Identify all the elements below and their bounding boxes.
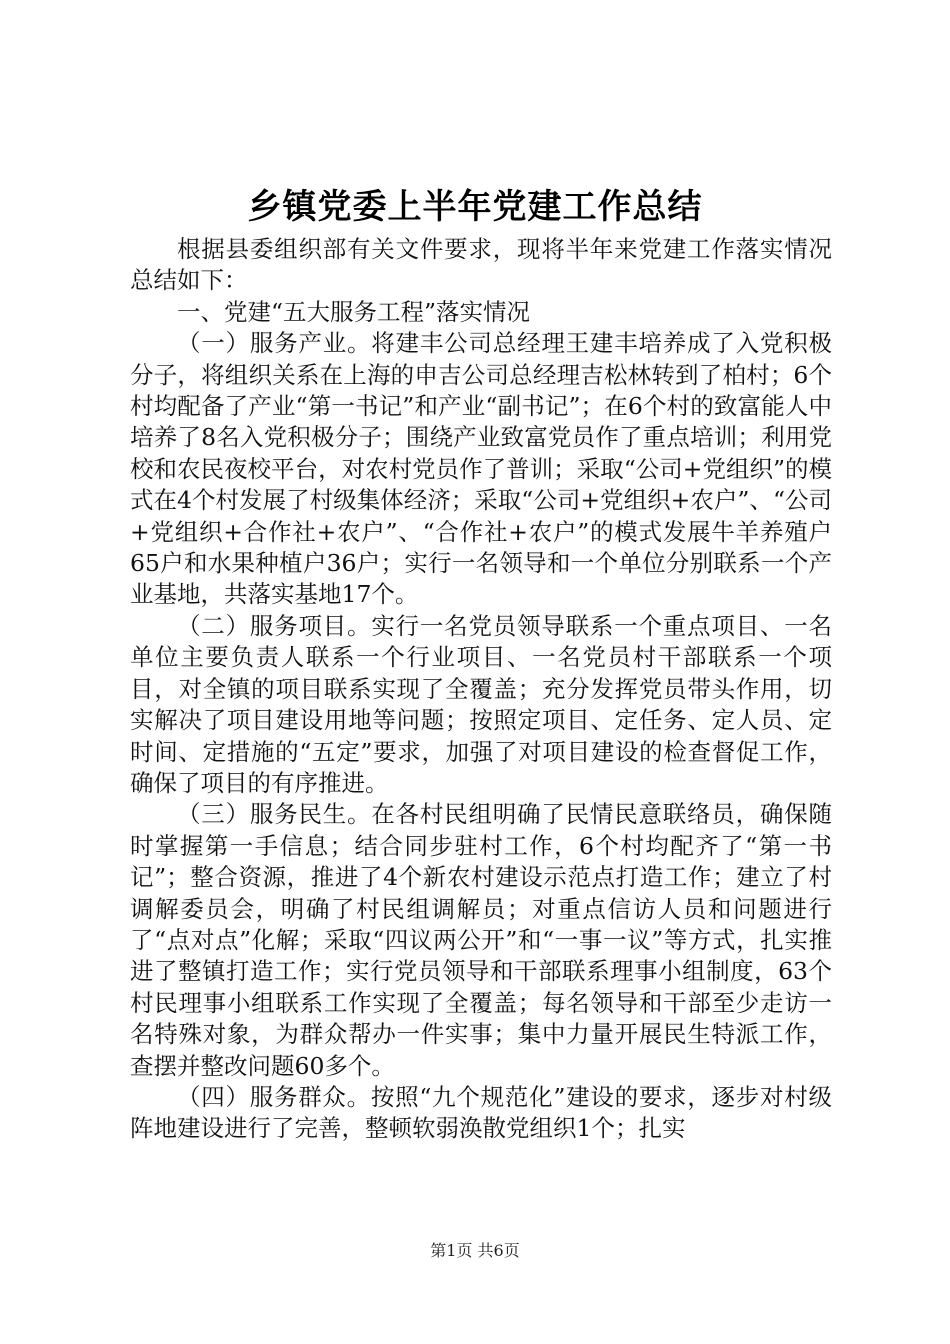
document-title: 乡镇党委上半年党建工作总结: [247, 187, 703, 227]
paragraph-industry: （一）服务产业。将建丰公司总经理王建丰培养成了入党积极分子，将组织关系在上海的申吉公司总经理吉松林转到了柏村；6个村均配备了产业“第一书记”和产业“副书记”；在6个村的致富能人中培养了8名入党积极分子；围绕产业致富党员作了重点培训；利用党校和农民夜校平台，对农村党员作了普训；采取“公司+党组织”的模式在4个村发展了村级集体经济；采取“公司+党组织+农户”、“公司+党组织+合作社+农户”、“合作社+农户”的模式发展牛羊养殖户65户和水果种植户36户；实行一名领导和一个单位分别联系一个产业基地，共落实基地17个。: [130, 329, 832, 609]
page-indicator: 第1页 共6页: [430, 1241, 520, 1260]
intro-paragraph: 根据县委组织部有关文件要求，现将半年来党建工作落实情况总结如下：: [130, 235, 832, 295]
section-heading: 一、党建“五大服务工程”落实情况: [177, 297, 531, 326]
paragraph-masses: （四）服务群众。按照“九个规范化”建设的要求，逐步对村级阵地建设进行了完善，整顿软弱涣散党组织1个；扎实: [130, 1082, 832, 1143]
paragraph-livelihood: （三）服务民生。在各村民组明确了民情民意联络员，确保随时掌握第一手信息；结合同步驻村工作，6个村均配齐了“第一书记”；整合资源，推进了4个新农村建设示范点打造工作；建立了村调解委员会，明确了村民组调解员；对重点信访人员和问题进行了“点对点”化解；采取“四议两公开”和“一事一议”等方式，扎实推进了整镇打造工作；实行党员领导和干部联系理事小组制度，63个村民理事小组联系工作实现了全覆盖；每名领导和干部至少走访一名特殊对象，为群众帮办一件实事；集中力量开展民生特派工作，查摆并整改问题60多个。: [130, 800, 832, 1080]
page-footer: [0, 1240, 950, 1262]
document-body: [130, 234, 832, 1145]
paragraph-projects: （二）服务项目。实行一名党员领导联系一个重点项目、一名单位主要负责人联系一个行业项目、一名党员村干部联系一个项目，对全镇的项目联系实现了全覆盖；充分发挥党员带头作用，切实解决了项目建设用地等问题；按照定项目、定任务、定人员、定时间、定措施的“五定”要求，加强了对项目建设的检查督促工作，确保了项目的有序推进。: [130, 611, 832, 797]
